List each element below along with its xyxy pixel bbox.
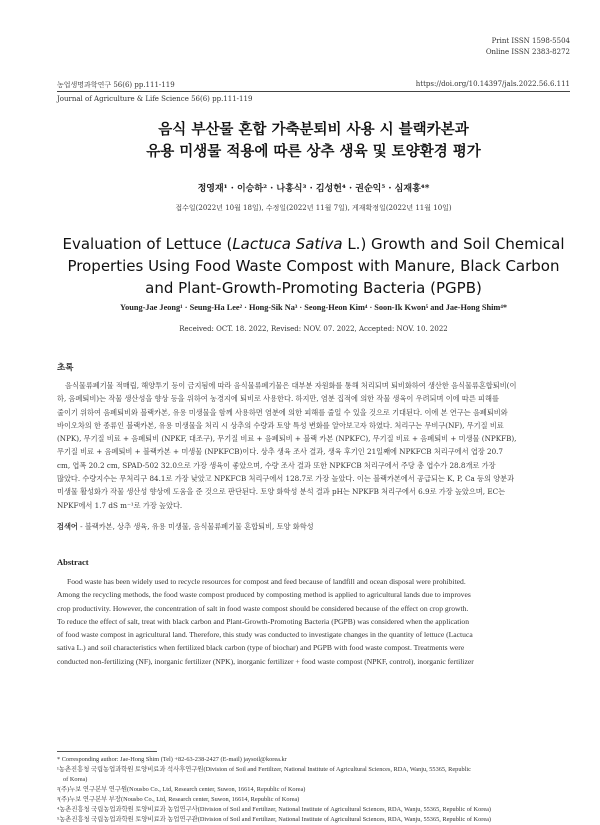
species-name: Lactuca Sativa [232, 235, 343, 253]
korean-title-line-2: 유용 미생물 적용에 따른 상추 생육 및 토양환경 평가 [146, 144, 481, 160]
korean-title [57, 119, 570, 163]
korean-abstract-line: 무기질 비료 + 음폐퇴비 + 블랙카본 + 미생물 (NPKFCB)이다. 상추 생육 조사 결과, 생육 후기인 21일째에 NPKFCB 처리구에서 엽장 20.7 [57, 447, 504, 457]
korean-abstract-heading: 초록 [57, 363, 74, 373]
english-abstract-line: Among the recycling methods, the food waste compost produced by composting method is applied to agricultural lands due to improves [57, 590, 471, 600]
korean-authors: 정영재¹ · 이승하² · 나홍식³ · 김성헌⁴ · 권순익⁵ · 심재홍⁴* [197, 184, 430, 194]
english-journal-citation: Journal of Agriculture & Life Science 56(6) pp.111-119 [57, 95, 253, 103]
footnotes [57, 755, 570, 825]
english-abstract-heading: Abstract [57, 557, 89, 567]
footnote-affiliation: ³(주)누보 연구본부 부장(Nousbo Co., Ltd, Research center, Suwon, 16614, Republic of Korea) [57, 796, 300, 803]
korean-dates: 접수일(2022년 10월 18일), 수정일(2022년 11월 7일), 게재확정일(2022년 11월 10일) [175, 204, 452, 212]
korean-abstract-line: 줄이기 위하여 음폐퇴비와 블랙카본, 유용 미생물을 함께 사용하면 염분에 의한 피해를 줄일 수 있을 것으로 기대된다. 이에 본 연구는 음폐퇴비와 [57, 407, 508, 417]
footnote-affiliation: ¹농촌진흥청 국립농업과학원 토양비료과 석사후연구원(Division of Soil and Fertilizer, National Institute of Agricultural Sciences, RDA, Wanju, 55365, Republic [57, 766, 471, 773]
korean-abstract-body [57, 379, 570, 512]
korean-title-line-1: 음식 부산물 혼합 가축분퇴비 사용 시 블랙카본과 [158, 122, 469, 138]
korean-abstract-line: cm, 엽폭 20.2 cm, SPAD-502 32.0으로 가장 생육이 좋았으며, 수량 조사 결과 또한 NPKFCB 처리구에서 주당 총 엽수가 28.8개로 가장 [57, 460, 496, 470]
korean-abstract-line: NPKF에서 1.7 dS m⁻¹로 가장 높았다. [57, 500, 183, 510]
korean-journal-citation: 농업생명과학연구 56(6) pp.111-119 [57, 81, 175, 89]
footnote-rule [57, 751, 157, 752]
english-dates: Received: OCT. 18. 2022, Revised: NOV. 07. 2022, Accepted: NOV. 10. 2022 [179, 325, 448, 333]
korean-abstract-line: 미생물 활성화가 작물 생산성 향상에 도움을 준 것으로 판단된다. 토양 화학성 분석 결과 pH는 NPKFB 처리구에서 6.9로 가장 높았으며, EC는 [57, 487, 506, 497]
english-authors: Young-Jae Jeong¹ · Seung-Ha Lee² · Hong-Sik Na³ · Seong-Heon Kim⁴ · Soon-Ik Kwon⁵ and Jae-Hong Shim⁴* [120, 303, 507, 312]
english-abstract-line: sativa L.) and soil characteristics when fertilized black carbon (type of biochar) and PGPB with food waste compost. Treatments were [57, 643, 465, 653]
korean-abstract-line: 많았다. 수량지수는 무처리구 84.1로 가장 낮았고 NPKFCB 처리구에서 128.7로 가장 높았다. 이는 블랙카본에서 공급되는 K, P, Ca 등의 양분과 [57, 474, 515, 484]
english-title [57, 233, 570, 299]
footnote-affiliation: of Korea) [63, 776, 88, 783]
korean-abstract-line: (NPK), 무기질 비료 + 음폐퇴비 (NPKF, 대조구), 무기질 비료 + 음폐퇴비 + 블랙 카본 (NPKFC), 무기질 비료 + 음폐퇴비 + 미생물 (NPKFB), [57, 434, 517, 444]
english-abstract-body [57, 575, 570, 668]
issn-block [486, 36, 570, 57]
footnote-affiliation: ²(주)누보 연구본부 연구원(Nousbo Co., Ltd, Research center, Suwon, 16614, Republic of Korea) [57, 786, 306, 793]
english-abstract-line: Food waste has been widely used to recycle resources for compost and feed because of landfill and ocean disposal were prohibited. [67, 577, 466, 586]
english-title-line-1: Evaluation of Lettuce (Lactuca Sativa L.) Growth and Soil Chemical [62, 235, 565, 253]
keywords-label: 검색어 [57, 522, 78, 531]
english-title-line-3: and Plant-Growth-Promoting Bacteria (PGPB) [145, 279, 482, 297]
header-rule [57, 91, 570, 92]
keywords-text: - 블랙카본, 상추 생육, 유용 미생물, 음식물류폐기물 혼합퇴비, 토양 화학성 [77, 522, 314, 531]
korean-abstract-line: 바이오차의 한 종류인 블랙카본, 유용 미생물을 처리 시 상추의 수량과 토양 특성 변화를 알아보고자 하였다. 처리구는 무비구(NF), 무기질 비료 [57, 420, 504, 430]
english-abstract-line: conducted non-fertilizing (NF), inorganic fertilizer (NPK), inorganic fertilizer + food waste compost (NPKF, control), inorganic fertilizer [57, 656, 474, 666]
footnote-corresponding: * Corresponding author: Jae-Hong Shim (Tel) +82-63-238-2427 (E-mail) jaysoil@korea.kr [57, 756, 287, 763]
keywords [57, 522, 314, 532]
english-abstract-line: To reduce the effect of salt, treat with black carbon and Plant-Growth-Promoting Bacteria (PGPB) was considered when the application [57, 616, 470, 626]
footnote-affiliation: ⁵농촌진흥청 국립농업과학원 토양비료과 농업연구관(Division of Soil and Fertilizer, National Institute of Agricultural Sciences, RDA, Wanju, 55365, Republic of Korea) [57, 816, 492, 823]
footnote-affiliation: ⁴농촌진흥청 국립농업과학원 토양비료과 농업연구사(Division of Soil and Fertilizer, National Institute of Agricultural Sciences, RDA, Wanju, 55365, Republic of Korea) [57, 806, 492, 813]
online-issn: Online ISSN 2383-8272 [485, 47, 570, 56]
english-abstract-line: crop productivity. However, the concentration of salt in food waste compost should be considered because of the effect on crop growth. [57, 603, 469, 613]
print-issn: Print ISSN 1598-5504 [491, 37, 570, 45]
korean-abstract-line: 음식물류폐기물 적매립, 해양투기 등이 금지됨에 따라 음식물류폐기물은 대부분 자원화를 통해 처리되며 퇴비화하여 생산한 음식물류혼합퇴비(이 [65, 381, 517, 390]
doi-link[interactable]: https://doi.org/10.14397/jals.2022.56.6.111 [415, 80, 570, 88]
korean-abstract-line: 하, 음폐퇴비)는 작물 생산성을 향상 등을 위하여 농경지에 퇴비로 사용한다. 하지만, 염분 집적에 의한 작물 생육이 우려되며 이에 따른 피해를 [57, 394, 499, 404]
english-title-line-2: Properties Using Food Waste Compost with Manure, Black Carbon [67, 257, 560, 275]
english-abstract-line: of food waste compost in agricultural land. Therefore, this study was conducted to investigate changes in the quantity of lettuce (Lactuca [57, 630, 473, 640]
